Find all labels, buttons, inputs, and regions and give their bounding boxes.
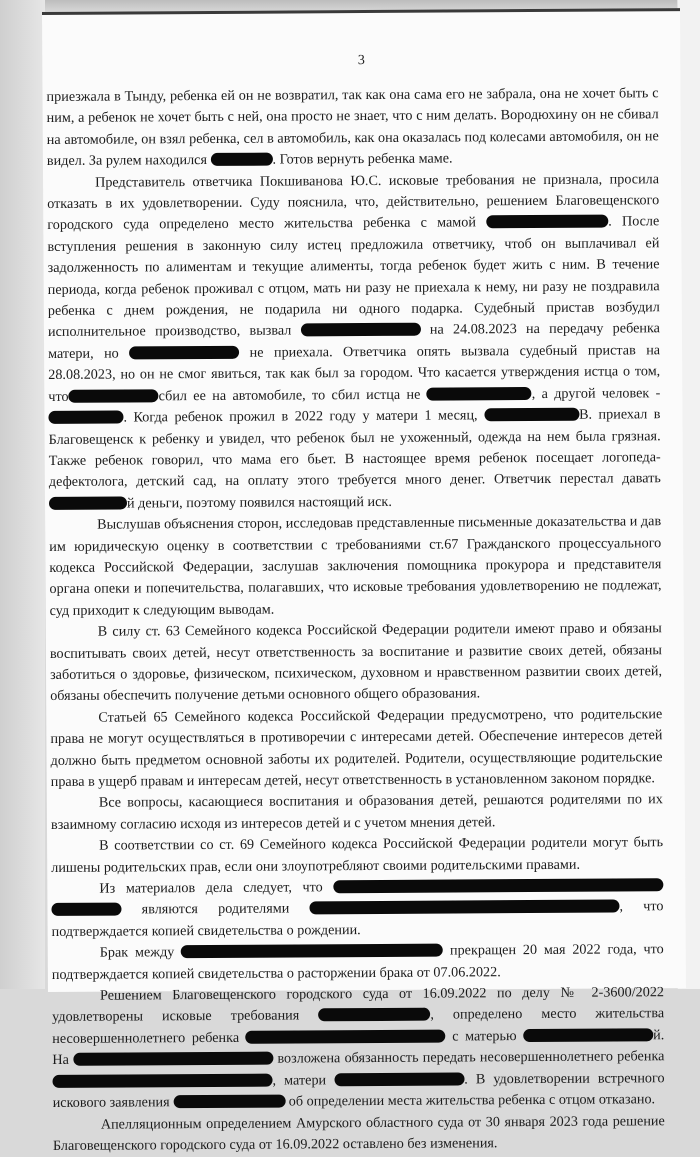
paragraph: Выслушав объяснения сторон, исследовав представленные письменные доказательства и дав им юридическую оценку в соответствии с требованиями ст.67 Гражданского процессуального кодекса Российской Федерации, заслушав заключения помощника прокурора и представителя органа опеки и попечительства, полагавших, что исковые требования удовлетворению не подлежат, суд приходит к следующим выводам. [49,513,662,619]
paragraph: Все вопросы, касающиеся воспитания и образования детей, решаются родителями по их взаимному согласию исходя из интересов детей и с учетом мнения детей. [50,791,663,833]
redaction-mark [301,323,421,337]
redaction-mark [486,215,608,229]
paragraph: В силу ст. 63 Семейного кодекса Российской Федерации родители имеют право и обязаны воспитывать своих детей, несут ответственность за воспитание и развитие своих детей, обязаны заботиться о здоровье, физическом, психическом, духовном и нравственном развитии своих детей, обязаны обеспечить получение детьми основного общего образования. [49,620,663,705]
document-page [42,8,686,1154]
redaction-mark [69,389,159,403]
redaction-mark [484,408,579,422]
redaction-mark [523,1028,653,1042]
redaction-mark [73,1052,273,1066]
redaction-mark [210,153,272,166]
redaction-mark [427,387,532,401]
redaction-mark [318,1008,430,1022]
redaction-mark [51,903,121,916]
paragraph: В соответствии со ст. 69 Семейного кодекса Российской Федерации родители могут быть лишены родительских прав, если они злоупотребляют своими родительскими правами. [51,834,664,876]
redaction-mark [173,1095,285,1109]
paragraph: приезжала в Тынду, ребенка ей он не возвратил, так как она сама его не забрала, она не хочет быть с ним, а ребенок не хочет быть с ней, она просто не знает, что с ним делать. Вородюхину он не сбивал на автомобиле, он взял ребенка, сел в автомобиль, как она оказалась под колесами автомобиля, он не видел. За рулем находился . Готов вернуть ребенка маме. [46,85,659,170]
redaction-mark [181,944,443,959]
redaction-mark [309,900,619,915]
paragraph: Из материалов дела следует, что являются родителями , что подтверждается копией свидетельства о рождении. [51,879,664,940]
scanner-background-left [0,0,45,989]
redaction-mark [52,1073,272,1087]
paragraph: Представитель ответчика Покшиванова Ю.С. исковые требования не признала, просила отказать в их удовлетворении. Суду пояснила, что, действительно, решением Благовещенского городского суда определено место жительства ребенка с мамой . После вступления решения в законную силу истец предложила ответчику, чтоб он выплачивал ей задолженность по алиментам и текущие алименты, тогда ребенок будет жить с ним. В течение периода, когда ребенок проживал с отцом, мать ни разу не приехала к нему, ни разу не поздравила ребенка с днем рождения, не подарила ни одного подарка. Судебный пристав возбудил исполнительное производство, вызвал на 24.08.2023 на передачу ребенка матери, но не приехала. Ответчика опять вызвала судебный пристав на 28.08.2023, но он не смог явиться, так как был за городом. Что касается утверждения истца о том, что сбил ее на автомобиле, то сбил истца не , а другой человек - . Когда ребенок прожил в 2022 году у матери 1 месяц, В. приехал в Благовещенск к ребенку и увидел, что ребенок был не ухоженный, одежда на нем была грязная. Также ребенок говорил, что мама его бьет. В настоящее время ребенок посещает логопеда-дефектолога, детский сад, на оплату этого требуется много денег. Ответчик перестал давать й деньги, поэтому появился настоящий иск. [47,170,661,512]
paragraph: Брак между прекращен 20 мая 2022 года, что подтверждается копией свидетельства о расторжении брака от 07.06.2022. [51,941,664,983]
redaction-mark [129,346,239,360]
document-body [46,83,665,1157]
redaction-mark [333,878,663,893]
paragraph: Апелляционным определением Амурского областного суда от 30 января 2023 года решение Благовещенского городского суда от 16.09.2022 оставлено без изменения. [52,1112,665,1154]
page-number: 3 [357,53,365,69]
paragraph: Решением Благовещенского городского суда от 16.09.2022 по делу № 2-3600/2022 удовлетворены исковые требования , определено место жительства несовершеннолетнего ребенка с матерью й. На возложена обязанность передать несовершеннолетнего ребенка , матери . В удовлетворении встречного искового заявления об определении места жительства ребенка с отцом отказано. [52,984,665,1112]
paragraph: Статьей 65 Семейного кодекса Российской Федерации предусмотрено, что родительские права не могут осуществляться в противоречии с интересами детей. Обеспечение интересов детей должно быть предметом основной заботы их родителей. Родители, осуществляющие родительские права в ущерб правам и интересам детей, несут ответственность в установленном законом порядке. [50,706,663,790]
redaction-mark [49,496,127,509]
redaction-mark [334,1072,464,1086]
redaction-mark [246,1029,446,1043]
redaction-mark [48,411,123,424]
